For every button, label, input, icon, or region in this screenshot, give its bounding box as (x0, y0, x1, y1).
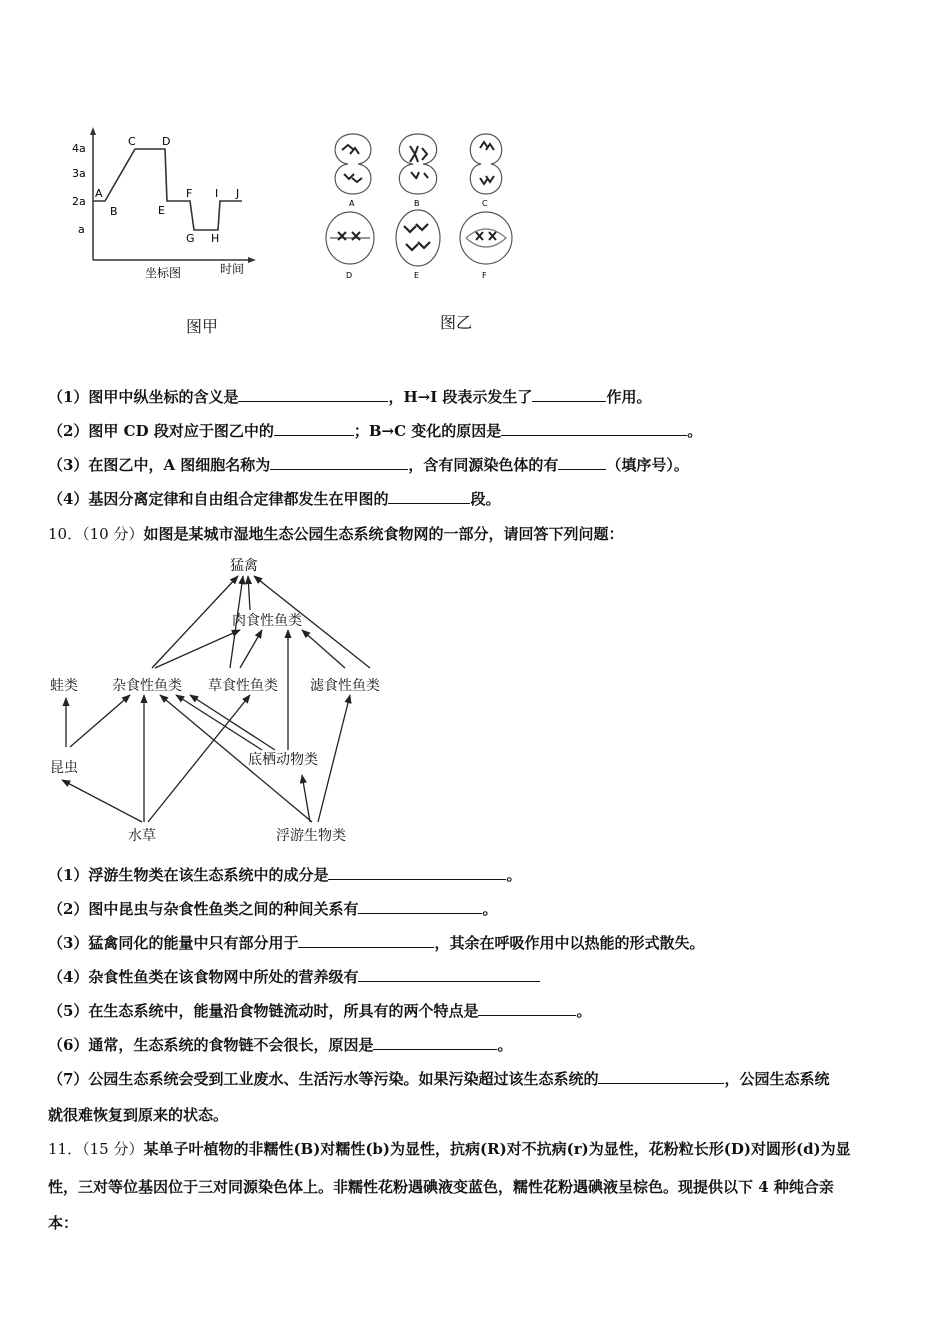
node-frogs: 蛙类 (50, 678, 78, 694)
q10-sub1 (48, 864, 521, 885)
point-D: D (162, 135, 171, 148)
q10-sub1-blank[interactable] (328, 865, 506, 880)
point-G: G (186, 232, 195, 245)
y-tick-a: a (78, 223, 85, 236)
point-B: B (110, 205, 118, 218)
edge-carn-raptor (248, 576, 250, 610)
q10-sub2-text1: （2）图中昆虫与杂食性鱼类之间的种间关系有 (48, 900, 359, 918)
edge-weed-insect (62, 780, 142, 822)
cell-F (460, 212, 512, 264)
cell-D (326, 212, 374, 264)
cell-C (470, 134, 501, 194)
point-E: E (158, 204, 165, 217)
q10-sub1-text2: 。 (506, 866, 522, 884)
q11-score: （15 分） (82, 1140, 144, 1158)
q11-line2: 性，三对等位基因位于三对同源染色体上。非糯性花粉遇碘液变蓝色，糯性花粉遇碘液呈棕色。现提供以下 4 种纯合亲 (48, 1178, 834, 1196)
edge-plankton-filter (318, 695, 350, 822)
q10-stem (48, 523, 623, 544)
q10-sub5-text2: 。 (576, 1002, 592, 1020)
q9-sub3-text3: （填序号）。 (606, 456, 689, 474)
q10-number: 10． (48, 525, 83, 543)
edge-filter-carn (302, 630, 345, 668)
node-carnivorous-fish: 肉食性鱼类 (232, 613, 302, 629)
food-web-diagram (40, 550, 400, 850)
q10-sub3-text2: ，其余在呼吸作用中以热能的形式散失。 (434, 934, 705, 952)
edge-omni-raptor (152, 576, 238, 668)
y-axis-arrow (90, 127, 96, 135)
q9-sub4 (48, 488, 500, 509)
q10-sub6-text1: （6）通常，生态系统的食物链不会很长，原因是 (48, 1036, 374, 1054)
q9-sub2-blank2[interactable] (501, 421, 687, 436)
cell-label-A: A (349, 199, 355, 208)
q10-sub5-text1: （5）在生态系统中，能量沿食物链流动时，所具有的两个特点是 (48, 1002, 479, 1020)
figure-jia-graph (60, 125, 260, 285)
figure-yi-cells (318, 128, 528, 288)
q9-sub2-text1: （2）图甲 CD 段对应于图乙中的 (48, 422, 274, 440)
q10-sub6-blank[interactable] (373, 1035, 497, 1050)
q9-sub3-blank2[interactable] (558, 455, 606, 470)
q9-sub3-text1: （3）在图乙中，A 图细胞名称为 (48, 456, 271, 474)
node-raptor: 猛禽 (230, 558, 258, 574)
q9-sub1-text1: （1）图甲中纵坐标的含义是 (48, 388, 239, 406)
edge-benthos-omni (176, 695, 262, 750)
node-insects: 昆虫 (50, 760, 78, 776)
q10-sub1-text1: （1）浮游生物类在该生态系统中的成分是 (48, 866, 329, 884)
node-benthos: 底栖动物类 (248, 752, 318, 768)
point-H: H (211, 232, 220, 245)
q10-sub7 (48, 1068, 829, 1089)
q10-score: （10 分） (82, 525, 144, 543)
q10-sub7-continued: 就很难恢复到原来的状态。 (48, 1106, 229, 1124)
cell-label-F: F (482, 271, 487, 280)
q9-sub2-blank1[interactable] (274, 421, 354, 436)
q10-sub7-text1: （7）公园生态系统会受到工业废水、生活污水等污染。如果污染超过该生态系统的 (48, 1070, 599, 1088)
q10-sub2-blank[interactable] (358, 899, 482, 914)
node-herbivorous-fish: 草食性鱼类 (208, 678, 278, 694)
q10-sub5 (48, 1000, 591, 1021)
q9-sub3-text2: ，含有同源染色体的有 (408, 456, 559, 474)
q9-sub3-blank1[interactable] (270, 455, 408, 470)
cell-E (396, 210, 440, 266)
cell-label-E: E (414, 271, 420, 280)
q10-sub7-text2: ，公园生态系统 (724, 1070, 830, 1088)
q10-sub4 (48, 966, 540, 987)
y-tick-2a: 2a (72, 195, 86, 208)
q9-sub1-text3: 作用。 (606, 388, 652, 406)
point-F: F (186, 187, 193, 200)
cell-label-D: D (346, 271, 353, 280)
edge-benthos-herb (190, 695, 275, 750)
graph-sublabel: 坐标图 (145, 266, 182, 280)
q11-line1 (48, 1138, 851, 1159)
q9-sub1 (48, 386, 651, 407)
edge-weed-herb (148, 695, 250, 822)
q9-sub2 (48, 420, 702, 441)
q10-sub3 (48, 932, 704, 953)
q10-sub2-text2: 。 (482, 900, 498, 918)
y-tick-3a: 3a (72, 167, 86, 180)
node-plankton: 浮游生物类 (276, 828, 346, 844)
cell-label-C: C (482, 199, 488, 208)
x-axis-label: 时间 (220, 262, 245, 276)
q11-line3: 本： (48, 1214, 79, 1232)
q11-number: 11． (48, 1140, 83, 1158)
node-filter-fish: 滤食性鱼类 (310, 678, 380, 694)
q10-sub3-blank[interactable] (298, 933, 434, 948)
q10-text: 如图是某城市湿地生态公园生态系统食物网的一部分，请回答下列问题： (143, 525, 624, 543)
q9-sub1-blank2[interactable] (532, 387, 606, 402)
figure-jia-caption: 图甲 (186, 317, 219, 336)
q9-sub4-blank1[interactable] (388, 489, 470, 504)
point-A: A (95, 187, 103, 200)
q9-sub1-text2: ，H→I 段表示发生了 (388, 388, 533, 406)
y-tick-4a: 4a (72, 142, 86, 155)
q11-text1: 某单子叶植物的非糯性(B)对糯性(b)为显性，抗病(R)对不抗病(r)为显性，花粉粒长形(D)对圆形(d)为显 (143, 1140, 851, 1158)
q10-sub6-text2: 。 (497, 1036, 513, 1054)
q10-sub3-text1: （3）猛禽同化的能量中只有部分用于 (48, 934, 299, 952)
q10-sub4-blank[interactable] (358, 967, 540, 982)
q9-sub4-text1: （4）基因分离定律和自由组合定律都发生在甲图的 (48, 490, 389, 508)
cell-A (335, 134, 371, 194)
point-J: J (236, 187, 240, 200)
edge-insect-omni (70, 695, 130, 747)
x-axis-arrow (248, 257, 256, 263)
q10-sub4-text1: （4）杂食性鱼类在该食物网中所处的营养级有 (48, 968, 359, 986)
q9-sub2-text2: ；B→C 变化的原因是 (353, 422, 502, 440)
q10-sub6 (48, 1034, 512, 1055)
q10-sub7-blank[interactable] (598, 1069, 724, 1084)
q9-sub4-text2: 段。 (470, 490, 501, 508)
point-C: C (128, 135, 136, 148)
q10-sub5-blank[interactable] (478, 1001, 576, 1016)
edge-herb-carn (240, 630, 262, 668)
cell-B (399, 134, 436, 194)
q10-sub2 (48, 898, 497, 919)
q9-sub2-text3: 。 (687, 422, 703, 440)
edge-omni-carn (155, 630, 240, 668)
point-I: I (215, 187, 219, 200)
figure-yi-caption: 图乙 (440, 313, 473, 332)
cell-label-B: B (414, 199, 420, 208)
node-water-weed: 水草 (128, 828, 156, 844)
q9-sub3 (48, 454, 689, 475)
q9-sub1-blank1[interactable] (238, 387, 388, 402)
node-omnivorous-fish: 杂食性鱼类 (112, 678, 182, 694)
